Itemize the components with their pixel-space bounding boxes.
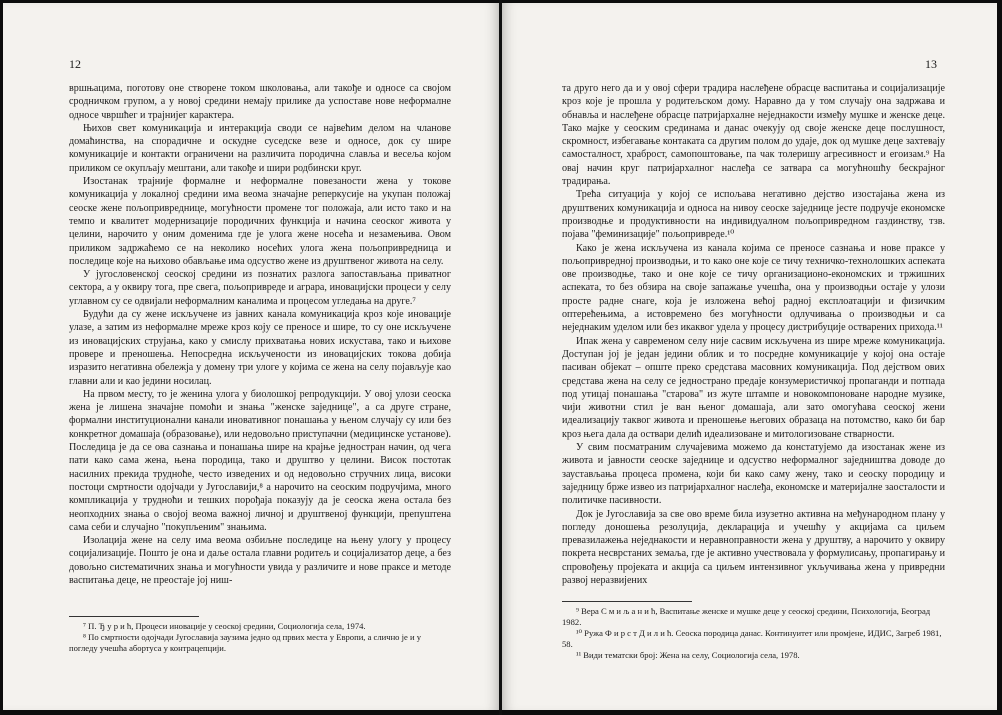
footnote-rule [562, 601, 692, 602]
paragraph: У свим посматраним случајевима можемо да констатујемо да изостанак жене из живота и јавности сеоске заједнице и одсуство неформалног заједништва доводе до заустављања процеса промена, који би како саму жену, тако и сеоску породицу и заједницу брже извео из патријархалног наслеђа, економске и материјалне заосталости и политичке пасивности. [562, 442, 945, 507]
paragraph: Будући да су жене искључене из јавних канала комуникација кроз које иновације улазе, а затим из неформалне мреже кроз коју се преносе и шире, то су оне искључене из иновацијских струјања, како у смислу прихватања нових искустава, тако и њихове провере и преношења. Непосредна искључености из иновацијских токова добија изразито негативна обележја у домену три улоге у којима се жена на селу појављује као главни али и као једини носилац. [69, 309, 451, 387]
body-text [562, 82, 945, 587]
footnote: ⁷ П. Ђ у р и ћ, Процеси иновације у сеоској средини, Социологија села, 1974. [83, 621, 366, 631]
footnote: ⁹ Вера С м и љ а н и ћ, Васпитање женске и мушке деце у сеоској средини, Психологија, Београд 1982. [562, 606, 931, 627]
paragraph: Како је жена искључена из канала којима се преносе сазнања и нове праксе у пољопривредној производњи, и то како оне које се тичу техничко-технолошких аспеката ове производње, тако и оне које се тичу организационо-економских и тржишних аспеката, то без обзира на своје запажање учешћа, она у производњи остаје у улози просте радне снаге, која је изложена већој радној експлоатацији и физичким оптерећењима, а истовремено без могућности одлучивања о производњи и са неједнаким уделом или без икаквог удела у процесу дистрибуције остварених прихода.¹¹ [562, 242, 945, 334]
footnote: ¹⁰ Ружа Ф и р с т Д и л и ћ. Сеоска породица данас. Континуитет или промјене, ИДИС, Загреб 1981, 58. [562, 628, 942, 649]
paragraph: Изостанак трајније формалне и неформалне повезаности жена у токове комуникација у локалној средини има веома значајне реперкусије на укупан положај сеоске жене пољопривреднице, могућности промене тог положаја, али исто тако и на темпо и квалитет модернизације породичних функција и начина сеоског живота у целини, нарочито у оним доменима где је улога жене носећа и незамењива. Овом приликом задржаћемо се на неколико носећих улога жена пољопривредница и последице које на њихово обављање има одсуство жене из друштвеног живота на селу. [69, 176, 451, 267]
left-page [3, 3, 500, 710]
right-page [502, 3, 997, 710]
paragraph: У југословенској сеоској средини из познатих разлога запостављања приватног сектора, а у оквиру тога, пре свега, пољопривреде и аграра, иновацијски процеси у селу углавном су се одвијали неформалним каналима и процесом угледања на друге.⁷ [69, 269, 451, 307]
body-text [69, 82, 451, 587]
paragraph: Ипак жена у савременом селу није сасвим искључена из шире мреже комуникација. Доступан јој је један једини облик и то посредне комуникације у којој она остаје пасиван објекат – опште преко средстава масовних комуникација. Под дејством ових средстава жена на селу се једнострано предаје конзумеристичкој пропаганди и потпада под утицај понашања "старова" из жуте штампе и новокомпоноване народне музике, чији животни стил је ван њеног домашаја, али зато омогућава сеоској жени идеализацију таквог живота и преношење његових образаца на потомство, како би бар кроз њега дала да оствари делић идеализоване и митологизоване стварности. [562, 335, 945, 440]
paragraph: Изолација жене на селу има веома озбиљне последице на њену улогу у процесу социјализације. Пошто је она и даље остала главни родитељ и социјализатор деце, а без довољно систематичних знања и могућности увида у различите и нове праксе и методе васпитања деце, не преостаје јој ниш- [69, 535, 451, 586]
footnotes [69, 616, 451, 654]
paragraph: вршњацима, поготову оне створене током школовања, али такође и односе са својом сродничком групом, а у новој средини немају прилике да успоставе нове неформалне односе чвршћег и трајнијег карактера. [69, 83, 451, 121]
footnote: ¹¹ Види тематски број: Жена на селу, Социологија села, 1978. [576, 650, 800, 660]
footnote: ⁸ По смртности одојчади Југославија заузима једно од првих места у Европи, а слично је и у погледу учешћа абортуса у контрацепцији. [69, 632, 422, 653]
paragraph: Трећа ситуација у којој се испољава негативно дејство изостајања жена из друштвених комуникација и односа на нивоу сеоске заједнице јесте подручје економске производње и продуктивности на индивидуалном пољопривредном газдинству, тзв. појава "феминизације" пољопривреде.¹⁰ [562, 189, 945, 241]
paragraph: На првом месту, то је женина улога у биолошкој репродукцији. У овој улози сеоска жена је лишена значајне помоћи и знања "женске заједнице", а са друге стране, формални институционални канали иновативног понашања у њеном случају су или без конкретног домашаја (образовање), или недовољно приступачни (медицинске установе). Последица је да се ова сазнања и понашања шире на крајње једностран начин, од чега пати како сама жена, њена породица, тако и друштво у целини. Висок постотак насилних прекида трудноће, често изведених и од недовољно стручних лица, високи постоци смртности одојчади у Југославији,⁸ а нарочито на сеоским подручјима, много компликација у трудноћи и тешких порођаја показују да је сеоска жена остала без неопходних знања о својој веома важној личној и друштвеној функцији, препуштена сама себи и случајно "покупљеним" знањима. [69, 388, 451, 533]
footnotes [562, 601, 945, 661]
page-number: 12 [69, 57, 81, 71]
paragraph: та друго него да и у овој сфери традира наслеђене обрасце васпитања и социјализације кроз које је прошла у родитељском дому. Наравно да у том случају она задржава и обнавља и наслеђене обрасце патријархалне неједнакости између мушке и женске деце. Тако мајке у сеоским срединама и данас очекују од своје женске деце послушност, скромност, избегавање контаката са другим полом до удаје, док од мушке деце захтевају самосталност, храброст, самопоштовање, па чак толеришу агресивност и егоизам.⁹ На овај начин круг патријархалног наслеђа се затвара са могућношћу бескрајног традирања. [562, 83, 945, 188]
paragraph: Њихов свет комуникација и интеракција своди се највећим делом на чланове домаћинства, на спорадичне и оскудне суседске везе и односе, док су шире комуникације и контакти ограничени на различита породична славља и весеља којом приликом се окупљају мештани, али такође и шири родбински круг. [69, 122, 451, 174]
footnote-rule [69, 616, 199, 617]
paragraph: Док је Југославија за све ово време била изузетно активна на међународном плану у погледу доношења резолуција, декларација и учешћу у акцијама са циљем превазилажења неједнакости и неравноправности жена у друштву, а нарочито у оквиру покрета несврстаних земаља, где је активно учествовала у формулисању, пропагирању и спровођењу пројеката и акција са циљем интензивног укључивања жена у привредни развој неразвијених [562, 508, 945, 586]
page-number: 13 [925, 57, 937, 71]
